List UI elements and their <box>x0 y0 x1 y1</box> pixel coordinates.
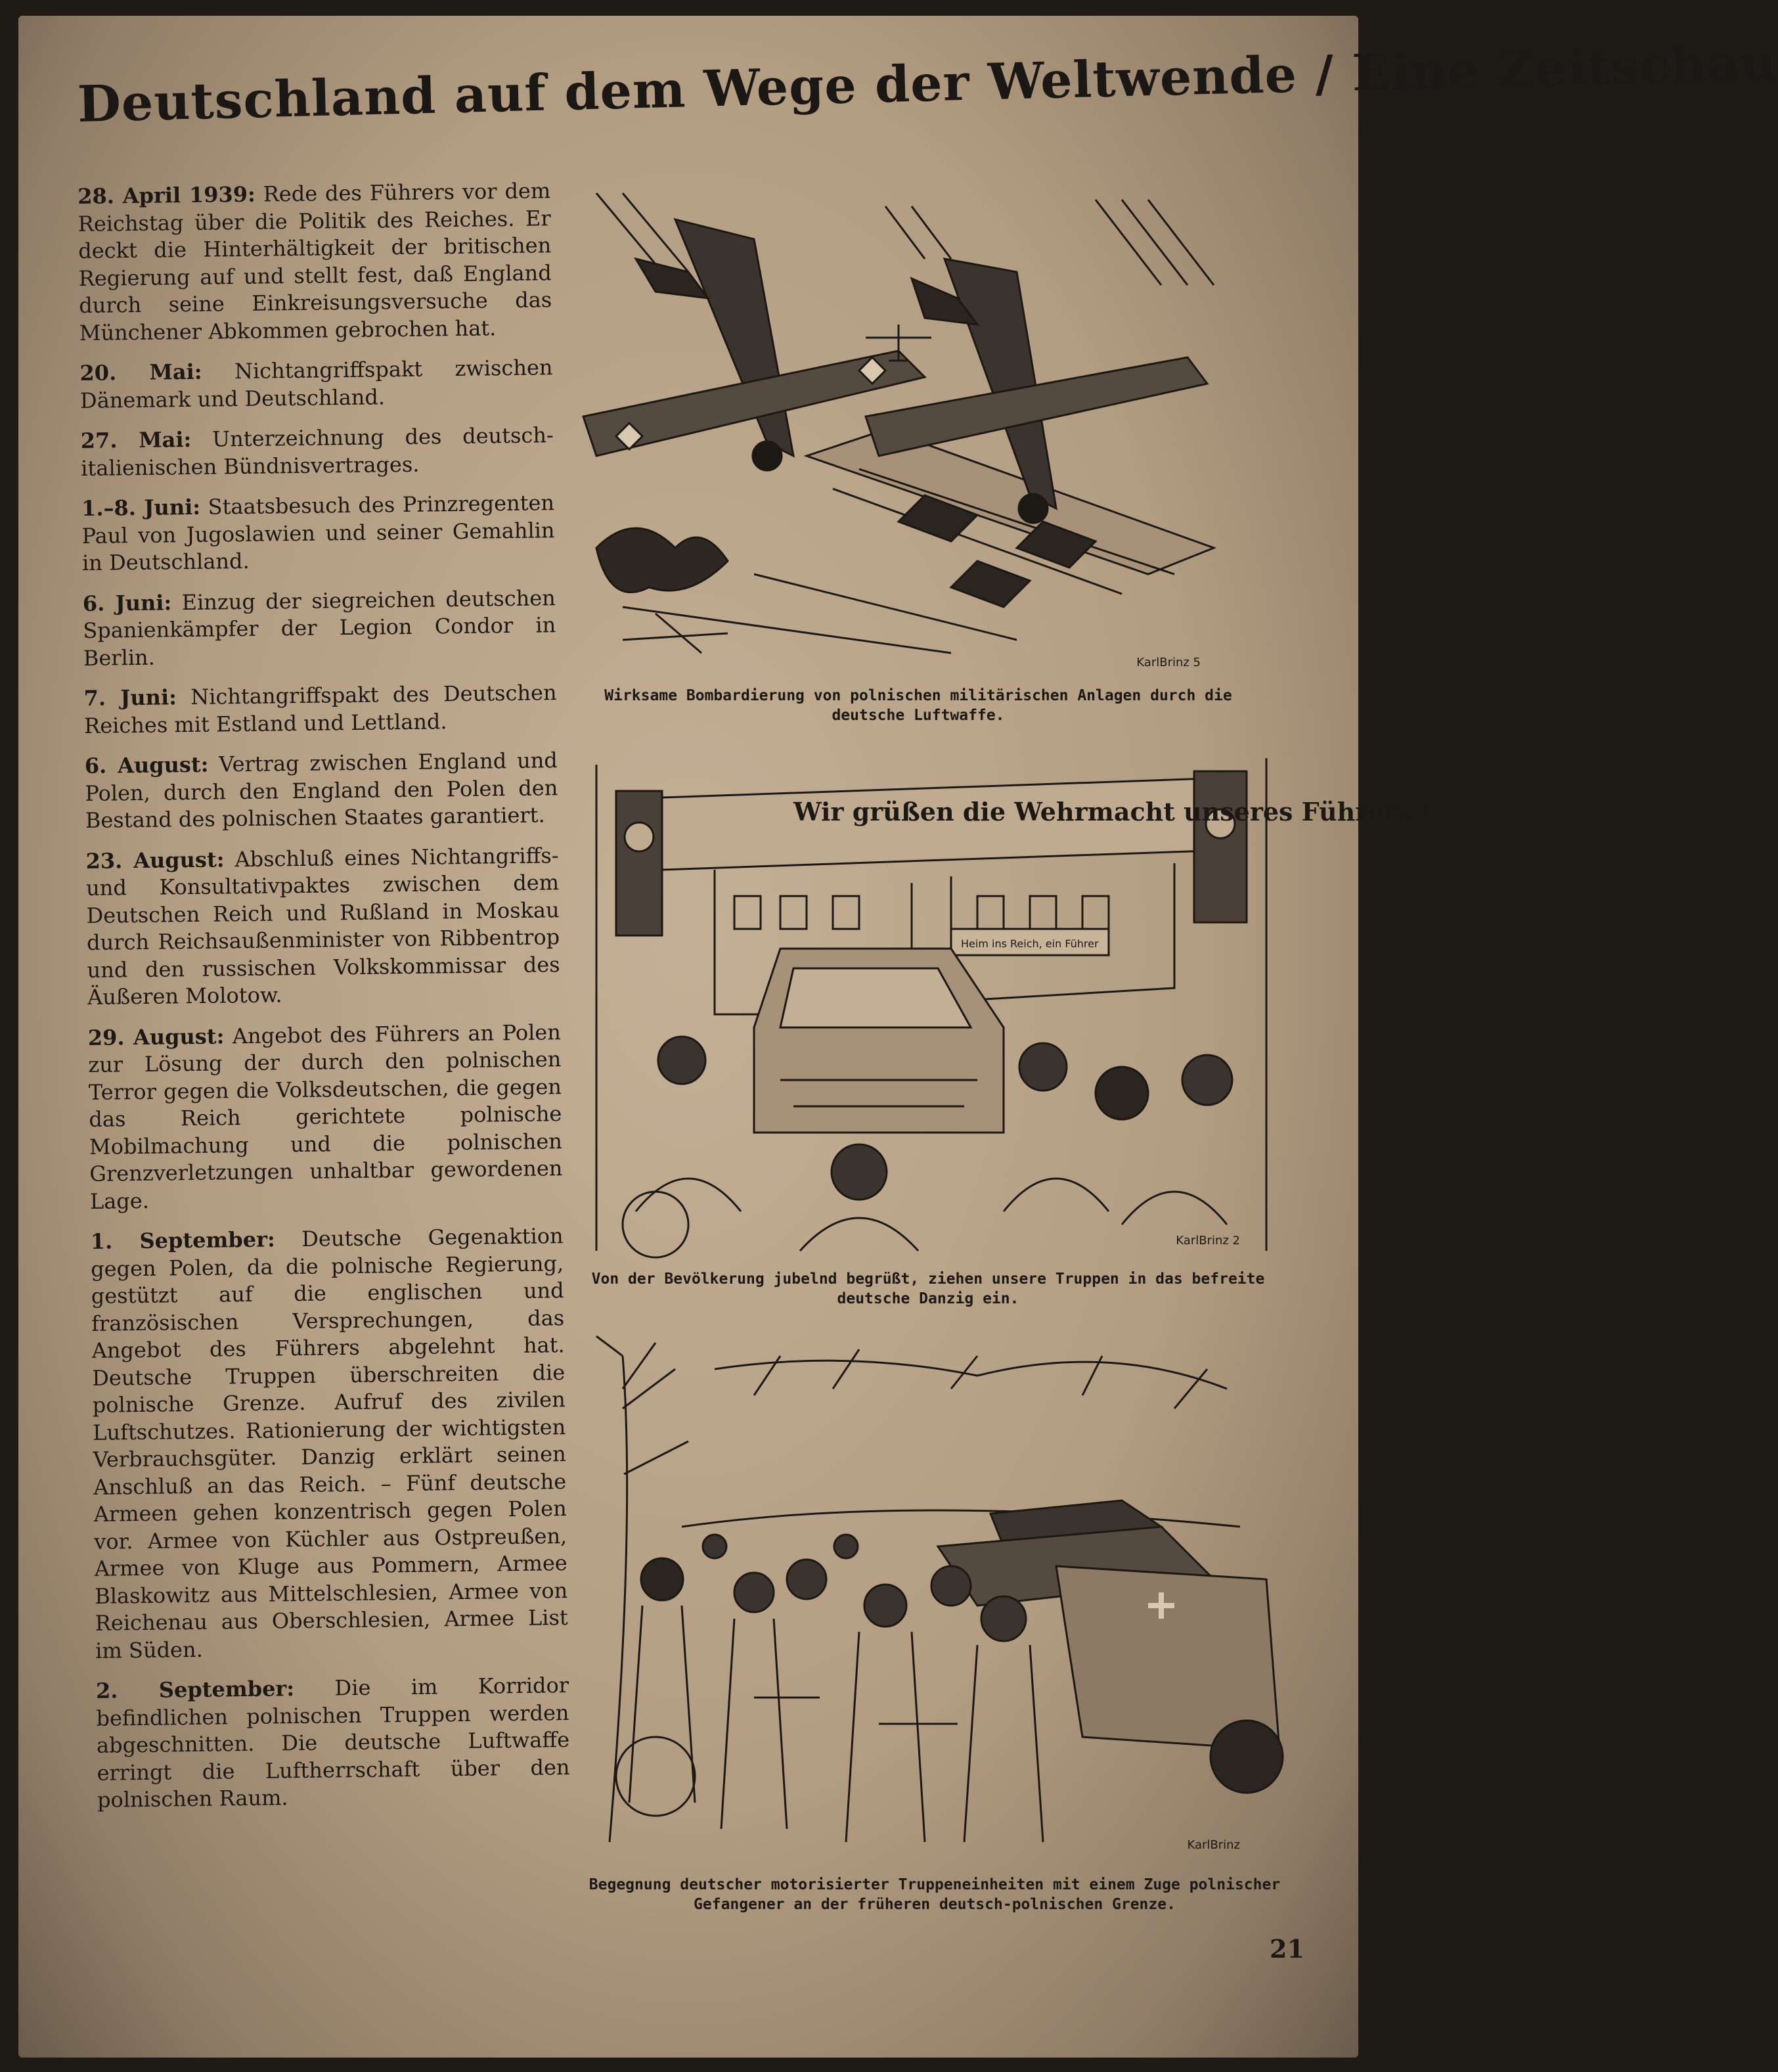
entry-date: 7. Juni: <box>83 685 177 711</box>
entry-text: Abschluß eines Nichtangriffs- und Konsultativpaktes zwischen dem Deutschen Reich und Rußland in Moskau durch Reichsaußenminister von Ribbentrop und den russischen Volkskommissar des Äußeren Molotow. <box>85 842 560 1010</box>
entry-date: 27. Mai: <box>80 426 192 453</box>
page-title: Deutschland auf dem Wege der Weltwende / Eine Zeitschau <box>76 33 1778 133</box>
entry-text: Deutsche Gegenaktion gegen Polen, da die polnische Regierung, gestützt auf die englischen und französischen Versprechungen, das Angebot des Führers abgelehnt hat. Deutsche Truppen überschreiten die polnische Grenze. Aufruf des zivilen Luftschutzes. Rationierung der wichtigsten Verbrauchsgüter. Danzig erklärt seinen Anschluß an das Reich. – Fünf deutsche Armeen gehen konzentrisch gegen Polen vor. Armee von Küchler aus Ostpreußen, Armee von Kluge aus Pommern, Armee Blaskowitz aus Mittelschlesien, Armee von Reichenau aus Oberschlesien, Armee List im Süden. <box>90 1223 568 1663</box>
artist-signature: KarlBrinz 5 <box>1136 656 1201 669</box>
entry-date: 6. August: <box>84 752 209 778</box>
artist-signature: KarlBrinz <box>1187 1838 1240 1852</box>
entry-text: Unterzeichnung des deutsch-italienischen Bündnisvertrages. <box>81 422 554 481</box>
chronology-entry <box>85 842 560 1012</box>
chronology-entry <box>83 679 557 740</box>
chronology-entry <box>88 1019 563 1215</box>
entry-date: 6. Juni: <box>82 589 172 616</box>
entry-date: 20. Mai: <box>79 359 202 386</box>
figure-caption: Von der Bevölkerung jubelnd begrüßt, ziehen unsere Truppen in das befreite deutsche Danzig ein. <box>591 1271 1265 1307</box>
chronology-column <box>78 177 571 1827</box>
chronology-entry <box>96 1672 570 1814</box>
bombers-drawing <box>557 180 1266 679</box>
chronology-entry <box>90 1223 568 1665</box>
entry-date: 2. September: <box>95 1676 295 1703</box>
entry-text: Vertrag zwischen England und Polen, durch den England den Polen den Bestand des polnischen Staates garantiert. <box>85 748 558 833</box>
sign-text: Heim ins Reich, ein Führer <box>961 937 1099 950</box>
chronology-entry <box>78 177 552 347</box>
entry-text: Einzug der siegreichen deutschen Spanienkämpfer der Legion Condor in Berlin. <box>83 585 556 671</box>
illustration-prisoners <box>583 1330 1293 1855</box>
chronology-entry <box>85 747 558 834</box>
chronology-entry <box>81 422 554 482</box>
illustration-danzig <box>583 752 1431 1257</box>
entry-text: Nichtangriffspakt des Deutschen Reiches mit Estland und Lettland. <box>83 680 557 738</box>
entry-text: Staatsbesuch des Prinzregenten Paul von Jugoslawien und seiner Gemahlin in Deutschland. <box>81 490 555 575</box>
chronology-entry <box>81 489 555 577</box>
book-page <box>18 16 1778 2058</box>
page-number: 21 <box>1270 1934 1304 1964</box>
prisoners-drawing <box>583 1330 1293 1855</box>
figure-caption: Wirksame Bombardierung von polnischen militärischen Anlagen durch die deutsche Luftwaffe. <box>604 687 1232 724</box>
artist-signature: KarlBrinz 2 <box>1176 1234 1240 1248</box>
entry-text: Die im Korridor befindlichen polnischen Truppen werden abgeschnitten. Die deutsche Luftwaffe erringt die Luftherrschaft über den polnischen Raum. <box>96 1673 570 1813</box>
chronology-entry <box>83 585 556 672</box>
entry-text: Rede des Führers vor dem Reichstag über die Politik des Reiches. Er deckt die Hinterhältigkeit der britischen Regierung auf und stellt fest, daß England durch seine Einkreisungsversuche das Münchener Abkommen gebrochen hat. <box>78 178 552 346</box>
entry-date: 1.–8. Juni: <box>81 494 201 521</box>
figure-caption: Begegnung deutscher motorisierter Truppeneinheiten mit einem Zuge polnischer Gefangener an der früheren deutsch-polnischen Grenze. <box>589 1876 1281 1913</box>
entry-date: 23. August: <box>85 846 225 874</box>
banner-text: Wir grüßen die Wehrmacht unseres Führers ! <box>793 797 1431 826</box>
entry-date: 28. April 1939: <box>78 181 256 209</box>
chronology-entry <box>79 354 553 415</box>
entry-date: 1. September: <box>90 1227 276 1254</box>
entry-date: 29. August: <box>87 1023 225 1050</box>
entry-text: Nichtangriffspakt zwischen Dänemark und Deutschland. <box>79 355 553 413</box>
illustration-bombers <box>557 180 1266 679</box>
danzig-drawing <box>583 752 1431 1257</box>
entry-text: Angebot des Führers an Polen zur Lösung der durch den polnischen Terror gegen die Volksdeutschen, die gegen das Reich gerichtete polnische Mobilmachung und die polnischen Grenzverletzungen unhaltbar gewordenen Lage. <box>88 1019 563 1214</box>
